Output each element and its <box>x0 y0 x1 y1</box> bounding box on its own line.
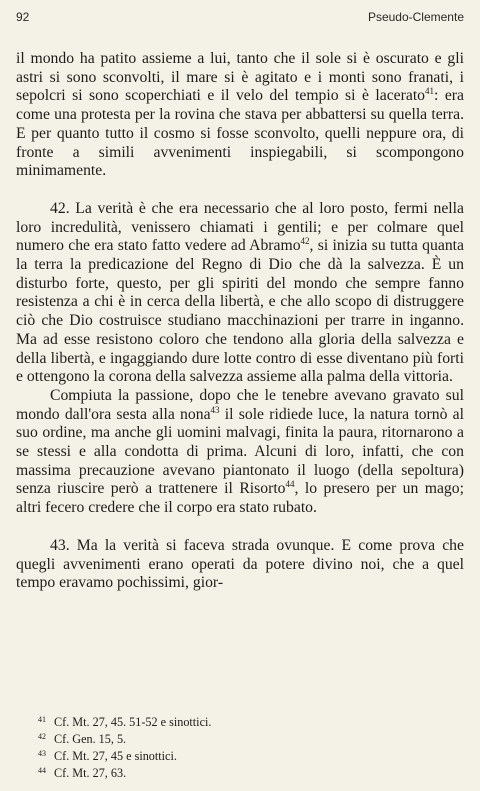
paragraph-section-42 <box>16 200 464 387</box>
footnote: $^{44}$ Cf. Mt. 27, 63. <box>38 766 127 780</box>
paragraph <box>16 50 464 181</box>
text-segment: il mondo ha patito assieme a lui, tanto che il sole si è oscurato e gli astri si sono sconvolti, il mare si è agitato e i monti sono franati, i sepolcri si sono scoperchiati e il velo del tempio si è lacerato <box>16 50 464 105</box>
footnote-ref[interactable]: 42 <box>300 236 310 247</box>
text-segment: il sole ridiede luce, la natura tornò al suo ordine, ma anche gli uomini malvagi, finita la paura, ritornarono a se stessi e alla condotta di prima. Alcuni di loro, infatti, che con massima precauzione avevano piantonato il luogo (della sepoltura) senza riuscire però a trattenere il Risorto <box>16 405 464 498</box>
paragraph <box>16 387 464 518</box>
footnote-ref[interactable]: 43 <box>210 404 220 415</box>
footnote: $^{41}$ Cf. Mt. 27, 45. 51-52 e sinottici. <box>38 715 212 729</box>
page-number: 92 <box>16 10 30 24</box>
footnotes <box>38 714 458 782</box>
paragraph-section-43 <box>16 537 464 593</box>
text-segment: 42. La verità è che era necessario che al loro posto, fermi nella loro incredulità, venissero chiamati i gentili; e per colmare quel numero che era stato fatto vedere ad Abramo <box>16 199 464 255</box>
text-segment: 43. Ma la verità si faceva strada ovunque. E come prova che quegli avvenimenti erano operati da potere divino noi, che a quel tempo eravamo pochissimi, gior- <box>16 536 464 592</box>
main-text <box>16 50 464 593</box>
running-title: Pseudo-Clemente <box>367 10 464 24</box>
footnote-ref[interactable]: 41 <box>425 86 435 97</box>
text-segment: : era come una protesta per la rovina che stava per abbattersi su quella terra. E per quanto tutto il cosmo si fosse sconvolto, quelli neppure ora, di fronte a simili avvenimenti inspiegabili, si scompongono minimamente. <box>16 87 464 180</box>
text-segment: Compiuta la passione, dopo che le tenebre avevano gravato sul mondo dall'ora sesta alla nona <box>16 386 464 423</box>
footnote-text: Cf. Gen. 15, 5. <box>54 732 127 746</box>
text-segment: , lo presero per un mago; altri fecero credere che il corpo era stato rubato. <box>16 480 464 517</box>
footnote-text: Cf. Mt. 27, 45. 51-52 e sinottici. <box>54 715 212 729</box>
footnote: $^{42}$ Cf. Gen. 15, 5. <box>38 732 127 746</box>
footnote-text: Cf. Mt. 27, 45 e sinottici. <box>54 749 177 763</box>
footnote-ref[interactable]: 44 <box>285 479 295 490</box>
footnote: $^{43}$ Cf. Mt. 27, 45 e sinottici. <box>38 749 177 763</box>
footnote-text: Cf. Mt. 27, 63. <box>54 766 127 780</box>
text-segment: , si inizia su tutta quanta la terra la predicazione del Regno di Dio che dà la salvezza. È un disturbo forte, questo, per gli spiriti del mondo che sempre fanno resistenza a chi è in cerca della libertà, e che allo scopo di distruggere ciò che Dio costruisce studiano macchinazioni per trarre in inganno. Ma ad esse resistono coloro che tendono alla gloria della salvezza e della libertà, e ingaggiando dure lotte contro di esse diventano più forti e ottengono la corona della salvezza assieme alla palma della vittoria. <box>16 237 464 386</box>
